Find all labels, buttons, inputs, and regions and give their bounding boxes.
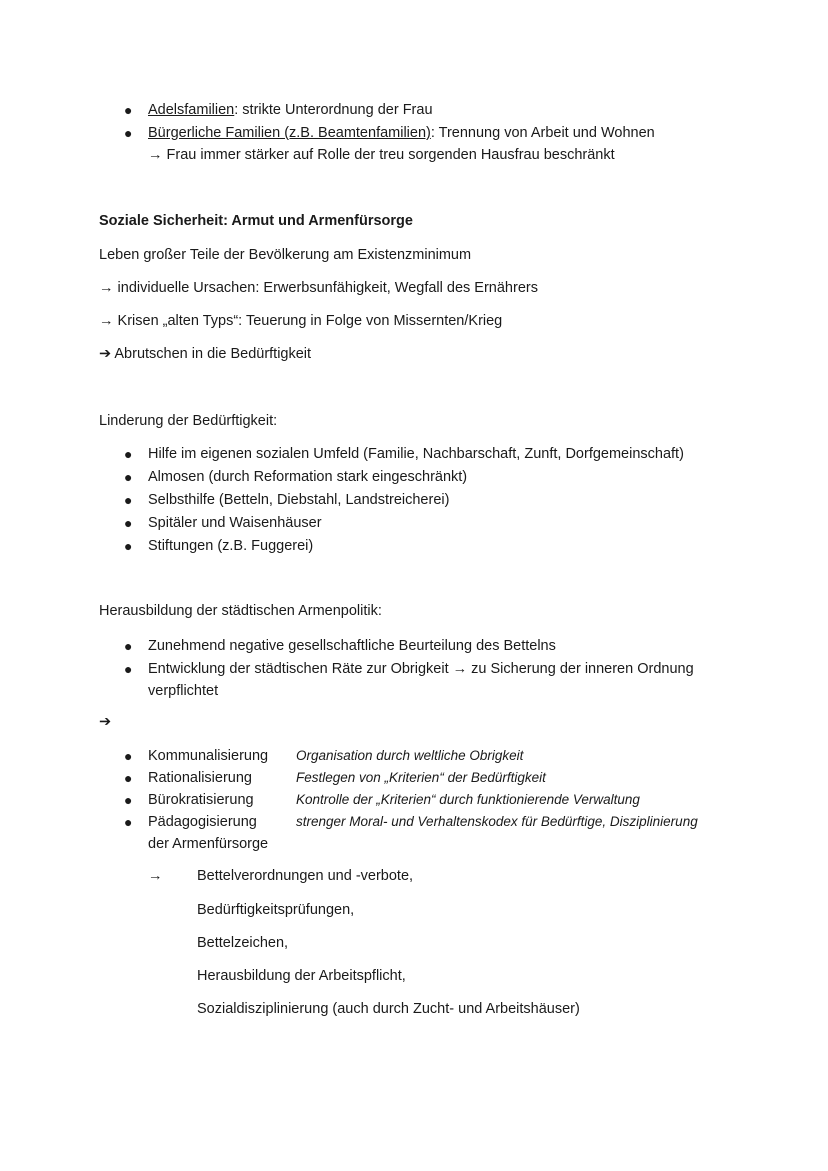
relief-heading: Linderung der Bedürftigkeit: [99,413,278,429]
result-item: Herausbildung der Arbeitspflicht, [197,968,406,984]
section-heading: Soziale Sicherheit: Armut und Armenfürsorge [99,213,413,229]
list-item: Selbsthilfe (Betteln, Diebstahl, Landstreicherei) [148,492,450,508]
result-item: Bedürftigkeitsprüfungen, [197,902,355,918]
list-item: Zunehmend negative gesellschaftliche Beurteilung des Bettelns [148,638,556,654]
arrow-icon: → [148,868,163,884]
security-line: ➔ Abrutschen in die Bedürftigkeit [99,346,312,362]
process-term: Rationalisierung [148,770,252,786]
arrow-icon: ➔ [99,714,112,730]
security-line: → Krisen „alten Typs“: Teuerung in Folge von Missernten/Krieg [99,313,503,329]
family-item-subline: → Frau immer stärker auf Rolle der treu sorgenden Hausfrau beschränkt [148,147,615,163]
family-label: Adelsfamilien [148,102,235,118]
process-desc: Festlegen von „Kriterien“ der Bedürftigkeit [296,770,546,785]
list-item: Spitäler und Waisenhäuser [148,515,322,531]
bullet-icon: ● [124,515,133,531]
security-line: → individuelle Ursachen: Erwerbsunfähigkeit, Wegfall des Ernährers [99,280,538,296]
family-text: : strikte Unterordnung der Frau [234,102,433,118]
arrow-icon: ➔ [99,346,112,362]
list-item: Almosen (durch Reformation stark eingeschränkt) [148,469,468,485]
bullet-icon: ● [124,492,133,508]
bullet-icon: ● [124,446,133,462]
bullet-icon: ● [124,125,133,141]
process-term: Pädagogisierung [148,814,257,830]
family-text: : Trennung von Arbeit und Wohnen [430,125,655,141]
bullet-icon: ● [124,814,133,830]
bullet-icon: ● [124,661,133,677]
list-item: Hilfe im eigenen sozialen Umfeld (Familie, Nachbarschaft, Zunft, Dorfgemeinschaft) [148,446,684,462]
process-term: Kommunalisierung [148,748,269,764]
family-item-nobility [148,100,433,120]
security-line: Leben großer Teile der Bevölkerung am Existenzminimum [99,247,472,263]
bullet-icon: ● [124,469,133,485]
result-item: Sozialdisziplinierung (auch durch Zucht- und Arbeitshäuser) [197,1001,580,1017]
bullet-icon: ● [124,538,133,554]
process-term: Bürokratisierung [148,792,254,808]
process-desc: Organisation durch weltliche Obrigkeit [296,748,524,763]
process-desc: Kontrolle der „Kriterien“ durch funktionierende Verwaltung [296,792,640,807]
bullet-icon: ● [124,102,133,118]
result-item: Bettelzeichen, [197,935,289,951]
list-item: Entwicklung der städtischen Räte zur Obrigkeit → zu Sicherung der inneren Ordnung [148,661,694,677]
family-label: Bürgerliche Familien (z.B. Beamtenfamilien) [148,125,431,141]
bullet-icon: ● [124,792,133,808]
bullet-icon: ● [124,638,133,654]
list-item: Stiftungen (z.B. Fuggerei) [148,538,314,554]
bullet-icon: ● [124,748,133,764]
bullet-icon: ● [124,770,133,786]
process-desc: strenger Moral- und Verhaltenskodex für Bedürftige, Disziplinierung [296,814,698,829]
process-continuation: der Armenfürsorge [148,836,269,852]
result-item: Bettelverordnungen und -verbote, [197,868,414,884]
policy-heading: Herausbildung der städtischen Armenpolitik: [99,603,382,619]
family-item-bourgeois [148,123,655,143]
list-item-continuation: verpflichtet [148,683,219,699]
